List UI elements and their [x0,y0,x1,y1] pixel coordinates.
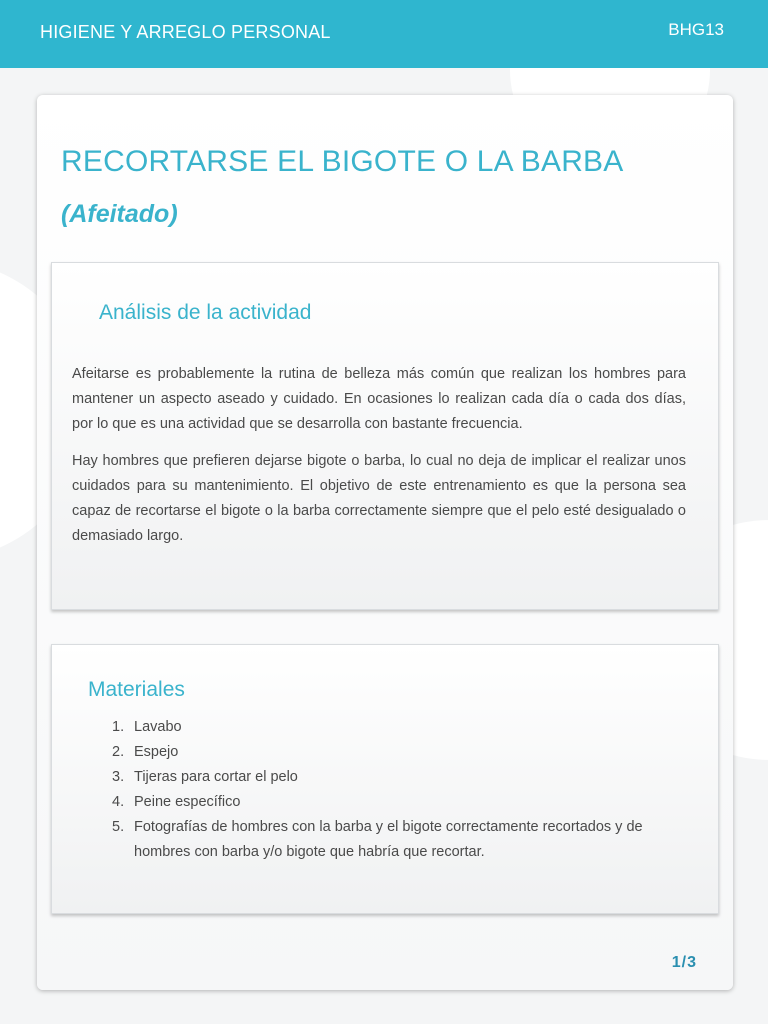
list-item-number: 1. [112,719,125,735]
analysis-paragraph: Afeitarse es probablemente la rutina de belleza más común que realizan los hombres para mantener un aspecto aseado y cuidado. En ocasiones lo realizan cada día o cada dos días, por lo que es una actividad que se desarrolla con bastante frecuencia. [72,366,686,432]
analysis-heading: Análisis de la actividad [99,301,312,324]
list-item-number: 3. [112,769,125,785]
list-item-text: Fotografías de hombres con la barba y el bigote correctamente recortados y de hombres con barba y/o bigote que habría que recortar. [134,819,643,860]
document-card [37,95,733,990]
list-item-number: 2. [112,744,125,760]
page-number: 1/3 [671,954,697,971]
section-title: HIGIENE Y ARREGLO PERSONAL [40,22,331,42]
list-item-number: 5. [112,819,125,835]
list-item [88,715,688,740]
materials-heading: Materiales [88,678,185,701]
document-code: BHG13 [668,20,724,39]
materials-panel [51,644,719,914]
page-subtitle: (Afeitado) [61,200,178,228]
list-item [88,740,688,765]
list-item [88,765,688,790]
list-item-text: Lavabo [134,719,182,735]
page-title: RECORTARSE EL BIGOTE O LA BARBA [61,145,624,178]
list-item [88,790,688,815]
list-item-number: 4. [112,794,125,810]
list-item-text: Tijeras para cortar el pelo [134,769,298,785]
list-item-text: Peine específico [134,794,241,810]
top-header-bar [0,0,768,68]
list-item [88,815,688,865]
list-item-text: Espejo [134,744,179,760]
analysis-panel [51,262,719,610]
analysis-paragraph: Hay hombres que prefieren dejarse bigote o barba, lo cual no deja de implicar el realizar unos cuidados para su mantenimiento. El objetivo de este entrenamiento es que la persona sea capaz de recortarse el bigote o la barba correctamente siempre que el pelo esté desigualado o demasiado largo. [72,453,686,544]
materials-list [88,715,688,865]
